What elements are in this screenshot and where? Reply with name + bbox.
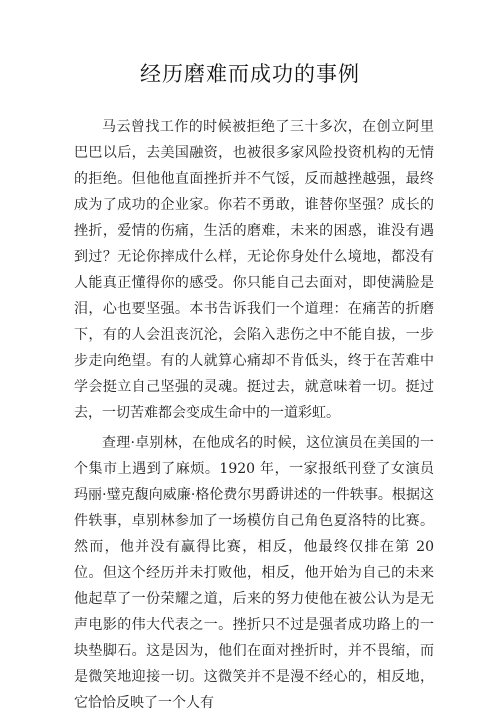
document-body — [74, 114, 434, 716]
document-title: 经历磨难而成功的事例 — [140, 62, 360, 86]
paragraph-2: 查理·卓别林，在他成名的时候，这位演员在美国的一个集市上遇到了麻烦。1920 年，一家报纸刊登了女演员玛丽·璧克馥向威廉·格伦费尔男爵讲述的一件轶事。根据这件轶事，卓别林参加了一场模仿自己角色夏洛特的比赛。然而，他并没有赢得比赛，相反，他最终仅排在第 20 位。但这个经历并未打败他，相反，他开始为自己的未来他起草了一份荣耀之道，后来的努力使他在被公认为是无声电影的伟大代表之一。挫折只不过是强者成功路上的一块垫脚石。这是因为，他们在面对挫折时，并不畏缩，而是微笑地迎接一切。这微笑并不是漫不经心的，相反地，它恰恰反映了一个人有 — [74, 435, 434, 711]
paragraph-1: 马云曾找工作的时候被拒绝了三十多次，在创立阿里巴巴以后，去美国融资，也被很多家风险投资机构的无情的拒绝。但他他直面挫折并不气馁，反而越挫越强，最终成为了成功的企业家。你若不勇敢，谁替你坚强？成长的挫折，爱情的伤痛，生活的磨难，未来的困惑，谁没有遇到过？无论你摔成什么样，无论你身处什么境地，都没有人能真正懂得你的感受。你只能自己去面对，即使满脸是泪，心也要坚强。本书告诉我们一个道理：在痛苦的折磨下，有的人会沮丧沉沦，会陷入悲伤之中不能自拔，一步步走向绝望。有的人就算心痛却不肯低头，终于在苦难中学会挺立自己坚强的灵魂。挺过去，就意味着一切。挺过去，一切苦难都会变成生命中的一道彩虹。 — [74, 119, 434, 421]
